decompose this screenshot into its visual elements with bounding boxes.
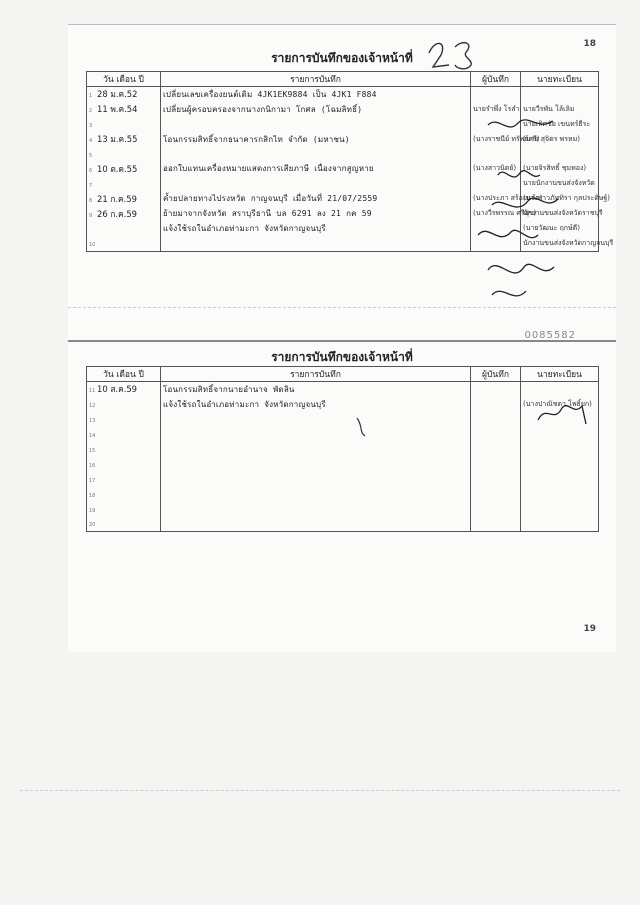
- row-number: 14: [89, 433, 96, 440]
- recorder-signature: (นางราชนีย์ ทรัพย์ศรี): [471, 132, 521, 147]
- recorder-signature: [471, 236, 521, 251]
- date-cell: [87, 382, 161, 397]
- table-row: [87, 236, 599, 251]
- row-number: 5: [89, 153, 93, 159]
- date-cell: [87, 501, 161, 516]
- table-row: [87, 427, 599, 442]
- row-number: 10: [89, 242, 96, 249]
- entry-text: [161, 486, 471, 501]
- date-cell: [87, 486, 161, 501]
- recorder-signature: [471, 471, 521, 486]
- table-row: [87, 102, 599, 117]
- registrar-signature: นักงานขนส่งจังหวัดราชบุรี: [521, 206, 599, 221]
- date-cell: [87, 176, 161, 191]
- recorder-signature: [471, 176, 521, 191]
- table-row: [87, 516, 599, 531]
- date-cell: [87, 147, 161, 162]
- row-number: 12: [89, 403, 96, 410]
- entry-text: [161, 117, 471, 132]
- entry-text: เปลี่ยนผู้ครอบครองจากนางกนิกามา โกศล (โฉมลิทธิ์): [161, 102, 471, 117]
- recorder-signature: [471, 427, 521, 442]
- entry-date: 21 ก.ค.59: [97, 193, 137, 204]
- row-number: 4: [89, 138, 93, 145]
- recorder-signature: [471, 382, 521, 397]
- date-cell: [87, 427, 161, 442]
- entry-date: 13 ม.ค.55: [97, 134, 138, 145]
- record-table-bottom: [86, 366, 599, 532]
- table-row: [87, 486, 599, 501]
- entry-text: [161, 147, 471, 162]
- entry-text: ค้ำยปลายทางไปรงหวัด กาญจนบุรี เมื่อวันที่ 21/07/2559: [161, 191, 471, 206]
- recorder-signature: [471, 397, 521, 412]
- table-row: [87, 456, 599, 471]
- recorder-signature: นายรำพึ่ง โรลำ: [471, 102, 521, 117]
- row-number: 13: [89, 418, 96, 425]
- entry-date: 28 ม.ค.52: [97, 89, 138, 100]
- header-recorder: ผู้บันทึก: [471, 72, 521, 87]
- entry-text: [161, 501, 471, 516]
- registrar-signature: นายเลิศชัย เขนทร์ธีระ: [521, 117, 599, 132]
- record-table-top: [86, 71, 614, 252]
- entry-text: [161, 471, 471, 486]
- recorder-signature: [471, 442, 521, 457]
- table-row: [87, 191, 599, 206]
- registrar-signature: [521, 471, 599, 486]
- recorder-signature: (นางประภา สร้อยแก้ว): [471, 191, 521, 206]
- row-number: 19: [89, 507, 96, 514]
- registrar-signature: [521, 147, 599, 162]
- entry-text: โอนกรรมสิทธิ์จากธนาคารกสิกไท จำกัด (มหาชน): [161, 132, 471, 147]
- registrar-signature: [521, 382, 599, 397]
- table-row: [87, 161, 599, 176]
- entry-text: [161, 456, 471, 471]
- recorder-signature: [471, 87, 521, 102]
- table-row: [87, 147, 599, 162]
- header-recorder: ผู้บันทึก: [471, 367, 521, 382]
- entry-text: [161, 516, 471, 531]
- table-row: [87, 412, 599, 427]
- registrar-signature: (นายวัฒนะ ฤกษ์ดี): [521, 221, 599, 236]
- page-number: 18: [583, 39, 596, 49]
- recorder-signature: [471, 117, 521, 132]
- page-number: 19: [583, 624, 596, 634]
- row-number: 2: [89, 108, 93, 115]
- table-row: [87, 471, 599, 486]
- registrar-signature: (นายจิรสิทธิ์ ชุมทอง): [521, 161, 599, 176]
- entry-date: 11 พ.ค.54: [97, 104, 138, 115]
- registrar-signature: (นางปาณิชดา โพธิ์ยก): [521, 397, 599, 412]
- date-cell: [87, 191, 161, 206]
- registrar-signature: [521, 87, 599, 102]
- row-number: 18: [89, 492, 96, 499]
- date-cell: [87, 397, 161, 412]
- entry-date: 10 ส.ค.59: [97, 384, 138, 395]
- recorder-signature: [471, 412, 521, 427]
- recorder-signature: [471, 486, 521, 501]
- table-row: [87, 501, 599, 516]
- header-date: วัน เดือน ปี: [87, 367, 161, 382]
- entry-text: [161, 427, 471, 442]
- recorder-signature: (นางสาวนิตย์): [471, 161, 521, 176]
- entry-text: [161, 236, 471, 251]
- registrar-signature: [521, 427, 599, 442]
- recorder-signature: [471, 221, 521, 236]
- date-cell: [87, 102, 161, 117]
- record-sheet-page-18: [68, 24, 616, 341]
- table-row: [87, 117, 599, 132]
- date-cell: [87, 221, 161, 236]
- header-registrar: นายทะเบียน: [521, 367, 599, 382]
- document-number: 0085582: [524, 330, 576, 341]
- registrar-signature: นายนักงานขนส่งจังหวัด: [521, 176, 599, 191]
- recorder-signature: [471, 501, 521, 516]
- entry-text: [161, 442, 471, 457]
- row-number: 20: [89, 522, 96, 529]
- row-number: 3: [89, 123, 93, 130]
- fold-line: [68, 307, 616, 308]
- table-row: [87, 221, 599, 236]
- recorder-signature: [471, 516, 521, 531]
- registrar-signature: [521, 442, 599, 457]
- registrar-signature: [521, 486, 599, 501]
- date-cell: [87, 412, 161, 427]
- table-row: [87, 87, 599, 102]
- header-registrar: นายทะเบียน: [521, 72, 599, 87]
- table-row: [87, 206, 599, 221]
- entry-text: แจ้งใช้รถในอำเภอท่ามะกา จังหวัดกาญจนบุรี: [161, 397, 471, 412]
- date-cell: [87, 456, 161, 471]
- registrar-signature: [521, 516, 599, 531]
- sheet-title: รายการบันทึกของเจ้าหน้าที่: [271, 51, 413, 65]
- row-number: 17: [89, 477, 96, 484]
- date-cell: [87, 206, 161, 221]
- entry-text: โอนกรรมสิทธิ์จากนายอำนาจ พัดลิน: [161, 382, 471, 397]
- row-number: 15: [89, 448, 96, 454]
- bottom-scan-line: [20, 790, 620, 791]
- header-entry: รายการบันทึก: [161, 72, 471, 87]
- row-number: 6: [89, 167, 93, 174]
- date-cell: [87, 132, 161, 147]
- date-cell: [87, 117, 161, 132]
- record-sheet-page-19: [68, 330, 616, 652]
- date-cell: [87, 161, 161, 176]
- date-cell: [87, 471, 161, 486]
- registrar-signature: [521, 501, 599, 516]
- sheet-title: รายการบันทึกของเจ้าหน้าที่: [271, 350, 413, 364]
- recorder-signature: (นางวีรพรรณ ศรีสุข): [471, 206, 521, 221]
- row-number: 16: [89, 462, 96, 469]
- date-cell: [87, 516, 161, 531]
- entry-text: เปลี่ยนเลขเครื่องยนต์เดิม 4JK1EK9884 เป็น 4JK1 F884: [161, 87, 471, 102]
- date-cell: [87, 442, 161, 457]
- header-date: วัน เดือน ปี: [87, 72, 161, 87]
- entry-text: ออกใบแทนเครื่องหมายแสดงการเสียภาษี เนื่องจากสูญหาย: [161, 161, 471, 176]
- row-number: 8: [89, 197, 93, 204]
- row-number: 7: [89, 182, 93, 189]
- table-row: [87, 397, 599, 412]
- table-row: [87, 132, 599, 147]
- entry-date: 26 ก.ค.59: [97, 208, 137, 219]
- entry-text: แจ้งใช้รถในอำเภอท่ามะกา จังหวัดกาญจนบุรี: [161, 221, 471, 236]
- table-row: [87, 176, 599, 191]
- registrar-signature: นายวีรพัน โล้เลิม: [521, 102, 599, 117]
- table-row: [87, 442, 599, 457]
- row-number: 9: [89, 212, 93, 219]
- registrar-signature: นักงานขนส่งจังหวัดกาญจนบุรี: [521, 236, 599, 251]
- recorder-signature: [471, 456, 521, 471]
- registrar-signature: [521, 456, 599, 471]
- table-row: [87, 382, 599, 397]
- row-number: 1: [89, 93, 93, 100]
- registrar-signature: (นาย สุจิตร พรหม): [521, 132, 599, 147]
- date-cell: [87, 236, 161, 251]
- row-number: 11: [89, 388, 96, 395]
- entry-text: ย้ายมาจากจังหวัด สราบุรีธานี บล 6291 ลง 21 กค 59: [161, 206, 471, 221]
- entry-text: [161, 176, 471, 191]
- recorder-signature: [471, 147, 521, 162]
- registrar-signature: [521, 412, 599, 427]
- entry-text: [161, 412, 471, 427]
- entry-date: 10 ต.ค.55: [97, 163, 138, 174]
- registrar-signature: (นางสาวภัททิรา กุลประดิษฐ์): [521, 191, 599, 206]
- header-entry: รายการบันทึก: [161, 367, 471, 382]
- date-cell: [87, 87, 161, 102]
